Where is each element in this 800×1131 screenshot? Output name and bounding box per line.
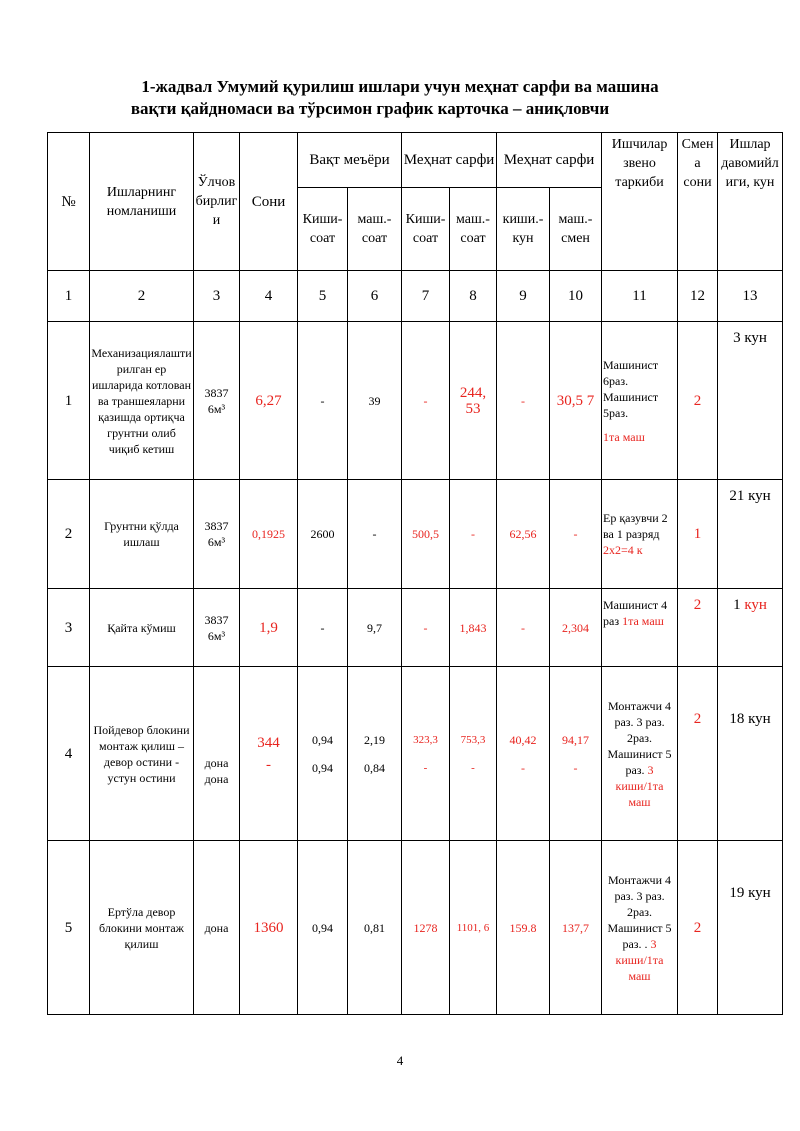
tn-machine: 9,7 [348, 589, 402, 667]
row-no: 1 [48, 322, 90, 480]
tn-person [298, 667, 348, 841]
tn-machine: 39 [348, 322, 402, 480]
crew [602, 841, 678, 1015]
header-qty: Сони [240, 133, 298, 271]
tn-machine: 0,81 [348, 841, 402, 1015]
row-no: 5 [48, 841, 90, 1015]
header-labor-2: Меҳнат сарфи [497, 133, 602, 188]
crew [602, 667, 678, 841]
header-unit: Ўлчов бирлиги [194, 133, 240, 271]
l1-machine: 244, 53 [450, 322, 497, 480]
l2-machine: - [550, 480, 602, 589]
col-number: 9 [497, 271, 550, 322]
duration-unit: кун [744, 597, 767, 613]
l1-machine [450, 667, 497, 841]
col-number: 6 [348, 271, 402, 322]
crew [602, 589, 678, 667]
shifts: 2 [678, 322, 718, 480]
l1-person: - [402, 322, 450, 480]
crew-text: Машинист 6раз. Машинист 5раз. [603, 357, 659, 420]
tn-person: 0,94 [298, 841, 348, 1015]
qty: 1,9 [240, 589, 298, 667]
l2-machine [550, 667, 602, 841]
col-number: 8 [450, 271, 497, 322]
col-number: 1 [48, 271, 90, 322]
l1-machine-1: 753,3 [460, 733, 486, 746]
crew-note: 3 киши/1та маш [615, 936, 664, 983]
shifts: 1 [678, 480, 718, 589]
unit: 3837 6м³ [194, 322, 240, 480]
header-labor-1: Меҳнат сарфи [402, 133, 497, 188]
l2-machine-1: 94,17 [562, 732, 590, 747]
l1-machine: 1,843 [450, 589, 497, 667]
crew-text: Ер қазувчи 2 ва 1 разряд [603, 511, 668, 541]
shifts: 2 [678, 667, 718, 841]
qty: 6,27 [240, 322, 298, 480]
tn-person-2: 0,94 [312, 760, 333, 775]
header-shifts: Смена сони [678, 133, 718, 271]
l2-person-2: - [521, 760, 526, 775]
header-no: № [48, 133, 90, 271]
l1-person [402, 667, 450, 841]
col-number: 3 [194, 271, 240, 322]
header-tn-machine: маш.-соат [348, 188, 402, 271]
duration: 19 кун [718, 841, 783, 1015]
work-name: Ертўла девор блокини монтаж қилиш [90, 841, 194, 1015]
column-numbers-row [48, 271, 783, 322]
l2-machine-2: - [573, 760, 578, 775]
crew-note: 2х2=4 к [603, 543, 643, 557]
qty: 1360 [240, 841, 298, 1015]
qty-value-2: - [266, 756, 271, 773]
col-number: 12 [678, 271, 718, 322]
tn-machine-2: 0,84 [364, 760, 385, 775]
l1-machine-2: - [471, 761, 475, 774]
l2-person: 159.8 [497, 841, 550, 1015]
crew-text: Монтажчи 4 раз. 3 раз. 2раз. Машинист 5 раз. [607, 698, 672, 777]
unit: дона [194, 841, 240, 1015]
title-line-2: вақти қайдномаси ва тўрсимон график карточка – аниқловчи [130, 99, 610, 118]
crew-note: 1та маш [603, 429, 645, 444]
crew-text: Монтажчи 4 раз. 3 раз. 2раз. Машинист 5 раз. . [607, 872, 672, 951]
crew [602, 480, 678, 589]
work-name: Грунтни қўлда ишлаш [90, 480, 194, 589]
l1-person: - [402, 589, 450, 667]
shifts: 2 [678, 589, 718, 667]
l1-machine: - [450, 480, 497, 589]
col-number: 10 [550, 271, 602, 322]
l1-person-1: 323,3 [413, 733, 438, 746]
unit: дона дона [194, 667, 240, 841]
work-name: Қайта кўмиш [90, 589, 194, 667]
col-number: 11 [602, 271, 678, 322]
tn-person-1: 0,94 [312, 732, 333, 747]
col-number: 5 [298, 271, 348, 322]
l1-person: 500,5 [402, 480, 450, 589]
l2-machine: 2,304 [550, 589, 602, 667]
tn-person: - [298, 589, 348, 667]
tn-machine: - [348, 480, 402, 589]
header-tn-person: Киши-соат [298, 188, 348, 271]
col-number: 13 [718, 271, 783, 322]
l2-person: - [497, 322, 550, 480]
duration: 18 кун [718, 667, 783, 841]
tn-machine-1: 2,19 [364, 732, 385, 747]
table-row [48, 841, 783, 1015]
l2-machine: 30,5 7 [550, 322, 602, 480]
l2-machine: 137,7 [550, 841, 602, 1015]
row-no: 4 [48, 667, 90, 841]
qty-value: 344 [257, 734, 280, 751]
table-row [48, 667, 783, 841]
duration [718, 589, 783, 667]
l2-person: 62,56 [497, 480, 550, 589]
header-duration: Ишлар давомийлиги, кун [718, 133, 783, 271]
unit: 3837 6м³ [194, 480, 240, 589]
header-l2-person: киши.-кун [497, 188, 550, 271]
header-name: Ишларнинг номланиши [90, 133, 194, 271]
table-row [48, 480, 783, 589]
title-line-1: 1-жадвал Умумий қурилиш ишлари учун меҳнат сарфи ва машина [141, 77, 659, 96]
header-l1-machine: маш.-соат [450, 188, 497, 271]
l2-person [497, 667, 550, 841]
col-number: 7 [402, 271, 450, 322]
header-l1-person: Киши-соат [402, 188, 450, 271]
table-row [48, 322, 783, 480]
crew [602, 322, 678, 480]
tn-person: 2600 [298, 480, 348, 589]
page-number: 4 [396, 1053, 404, 1068]
unit: 3837 6м³ [194, 589, 240, 667]
tn-machine [348, 667, 402, 841]
col-number: 2 [90, 271, 194, 322]
labor-table [47, 132, 783, 1015]
l1-machine: 1101, 6 [450, 841, 497, 1015]
document-title [0, 76, 800, 120]
table-row [48, 589, 783, 667]
qty [240, 667, 298, 841]
duration: 3 кун [718, 322, 783, 480]
crew-note: 3 киши/1та маш [615, 762, 664, 809]
duration-value: 1 [733, 597, 741, 613]
crew-note: 1та маш [622, 614, 664, 628]
row-no: 2 [48, 480, 90, 589]
row-no: 3 [48, 589, 90, 667]
l2-person-1: 40,42 [509, 732, 537, 747]
qty: 0,1925 [240, 480, 298, 589]
shifts: 2 [678, 841, 718, 1015]
tn-person: - [298, 322, 348, 480]
header-time-norm: Вақт меъёри [298, 133, 402, 188]
col-number: 4 [240, 271, 298, 322]
l1-person-2: - [423, 761, 428, 774]
l2-person: - [497, 589, 550, 667]
header-crew: Ишчилар звено таркиби [602, 133, 678, 271]
duration: 21 кун [718, 480, 783, 589]
l1-person: 1278 [402, 841, 450, 1015]
header-l2-machine: маш.-смен [550, 188, 602, 271]
work-name: Механизациялаштирилган ер ишларида котлован ва траншеяларни қазишда ортиқча грунтни олиб чиқиб кетиш [90, 322, 194, 480]
work-name: Пойдевор блокини монтаж қилиш –девор остини - устун остини [90, 667, 194, 841]
crew-text: Машинист 4 раз [603, 598, 668, 628]
